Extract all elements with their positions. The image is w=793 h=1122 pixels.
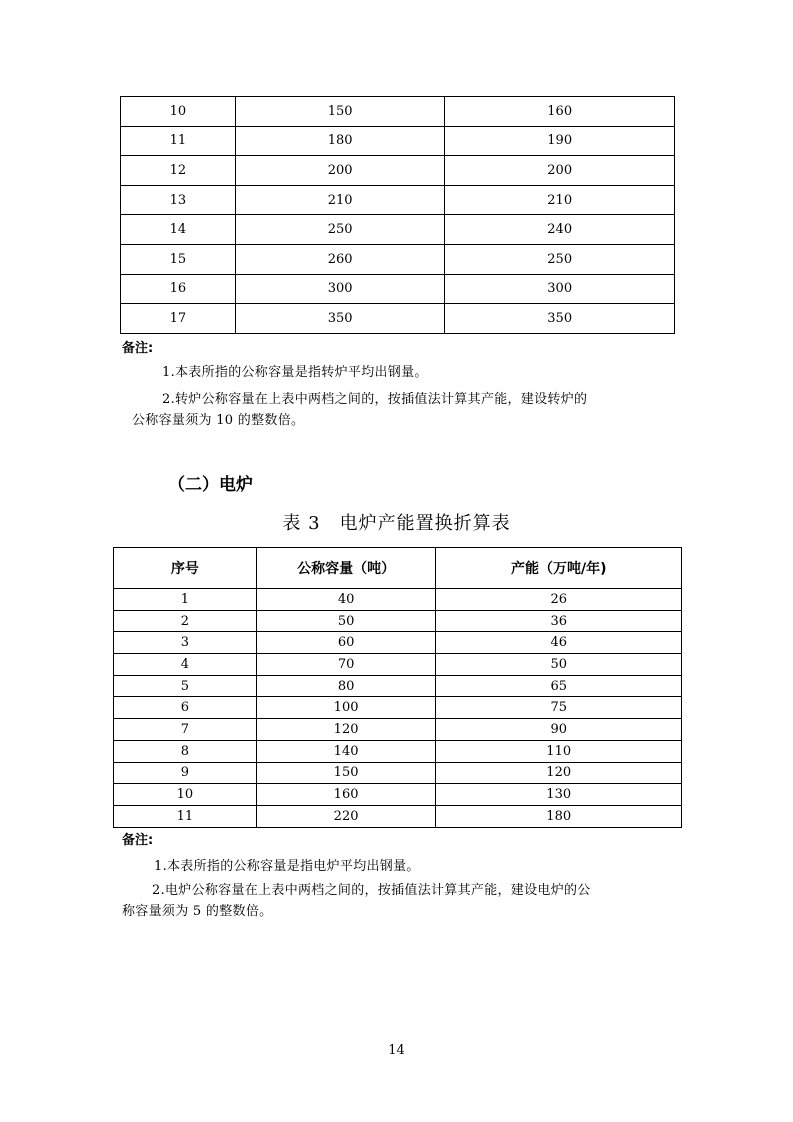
table-row xyxy=(114,740,682,762)
table-cell: 140 xyxy=(256,740,436,762)
table-cell: 210 xyxy=(445,185,675,215)
table-row xyxy=(121,304,675,334)
table-cell: 15 xyxy=(121,244,236,274)
table-cell: 220 xyxy=(256,805,436,827)
notes1-title: 备注: xyxy=(122,341,154,356)
table-row xyxy=(121,274,675,304)
table-cell: 7 xyxy=(114,719,257,741)
header-output: 产能（万吨/年) xyxy=(436,548,682,589)
table-row xyxy=(121,215,675,245)
table-cell: 16 xyxy=(121,274,236,304)
table-row xyxy=(114,654,682,676)
table-header-row xyxy=(114,548,682,589)
table-cell: 10 xyxy=(114,784,257,806)
table-cell: 14 xyxy=(121,215,236,245)
table-row xyxy=(114,610,682,632)
table-cell: 17 xyxy=(121,304,236,334)
table-row xyxy=(121,97,675,127)
table-cell: 75 xyxy=(436,697,682,719)
table-cell: 350 xyxy=(445,304,675,334)
table-cell: 50 xyxy=(256,610,436,632)
table-cell: 160 xyxy=(445,97,675,127)
table-row xyxy=(114,589,682,611)
table-row xyxy=(114,675,682,697)
header-capacity: 公称容量（吨） xyxy=(256,548,436,589)
table-cell: 190 xyxy=(445,126,675,156)
table-cell: 180 xyxy=(235,126,445,156)
table-cell: 150 xyxy=(235,97,445,127)
table-cell: 240 xyxy=(445,215,675,245)
table-cell: 160 xyxy=(256,784,436,806)
table-cell: 6 xyxy=(114,697,257,719)
notes1-line1: 1.本表所指的公称容量是指转炉平均出钢量。 xyxy=(162,365,428,380)
table-row xyxy=(114,762,682,784)
electric-furnace-capacity-table xyxy=(113,547,682,828)
table-cell: 8 xyxy=(114,740,257,762)
table-row xyxy=(114,805,682,827)
table-cell: 3 xyxy=(114,632,257,654)
notes2-title: 备注: xyxy=(122,833,154,848)
table-cell: 80 xyxy=(256,675,436,697)
table-cell: 46 xyxy=(436,632,682,654)
table-cell: 5 xyxy=(114,675,257,697)
header-serial: 序号 xyxy=(114,548,257,589)
table-row xyxy=(114,784,682,806)
table-cell: 110 xyxy=(436,740,682,762)
table-row xyxy=(121,185,675,215)
table-cell: 4 xyxy=(114,654,257,676)
table-row xyxy=(114,719,682,741)
table-cell: 12 xyxy=(121,156,236,186)
table-cell: 70 xyxy=(256,654,436,676)
table-row xyxy=(114,632,682,654)
table-cell: 120 xyxy=(436,762,682,784)
table-cell: 11 xyxy=(121,126,236,156)
notes2-line2b: 称容量须为 5 的整数倍。 xyxy=(122,904,273,919)
table2-caption: 表 3 电炉产能置换折算表 xyxy=(282,513,511,534)
table-cell: 180 xyxy=(436,805,682,827)
table-cell: 9 xyxy=(114,762,257,784)
page-number: 14 xyxy=(388,1043,405,1058)
table-cell: 1 xyxy=(114,589,257,611)
table-cell: 60 xyxy=(256,632,436,654)
table-cell: 150 xyxy=(256,762,436,784)
table-cell: 65 xyxy=(436,675,682,697)
table-cell: 13 xyxy=(121,185,236,215)
table-cell: 2 xyxy=(114,610,257,632)
notes2-line1: 1.本表所指的公称容量是指电炉平均出钢量。 xyxy=(154,859,420,874)
table-cell: 10 xyxy=(121,97,236,127)
table-cell: 260 xyxy=(235,244,445,274)
table-row xyxy=(121,244,675,274)
table-cell: 120 xyxy=(256,719,436,741)
table-cell: 40 xyxy=(256,589,436,611)
table-cell: 130 xyxy=(436,784,682,806)
table-row xyxy=(114,697,682,719)
table-cell: 300 xyxy=(445,274,675,304)
table-cell: 11 xyxy=(114,805,257,827)
table-cell: 250 xyxy=(235,215,445,245)
table-cell: 26 xyxy=(436,589,682,611)
table-row xyxy=(121,156,675,186)
table-row xyxy=(121,126,675,156)
converter-capacity-table xyxy=(120,96,675,334)
table-cell: 210 xyxy=(235,185,445,215)
table-cell: 50 xyxy=(436,654,682,676)
table-cell: 90 xyxy=(436,719,682,741)
table-cell: 200 xyxy=(445,156,675,186)
table-cell: 100 xyxy=(256,697,436,719)
table-cell: 200 xyxy=(235,156,445,186)
table-cell: 300 xyxy=(235,274,445,304)
notes2-line2a: 2.电炉公称容量在上表中两档之间的，按插值法计算其产能，建设电炉的公 xyxy=(152,883,591,898)
table-cell: 36 xyxy=(436,610,682,632)
notes1-line2b: 公称容量须为 10 的整数倍。 xyxy=(132,413,305,428)
table-cell: 250 xyxy=(445,244,675,274)
table-cell: 350 xyxy=(235,304,445,334)
section-heading: （二）电炉 xyxy=(168,475,253,495)
notes1-line2a: 2.转炉公称容量在上表中两档之间的，按插值法计算其产能，建设转炉的 xyxy=(162,392,588,407)
